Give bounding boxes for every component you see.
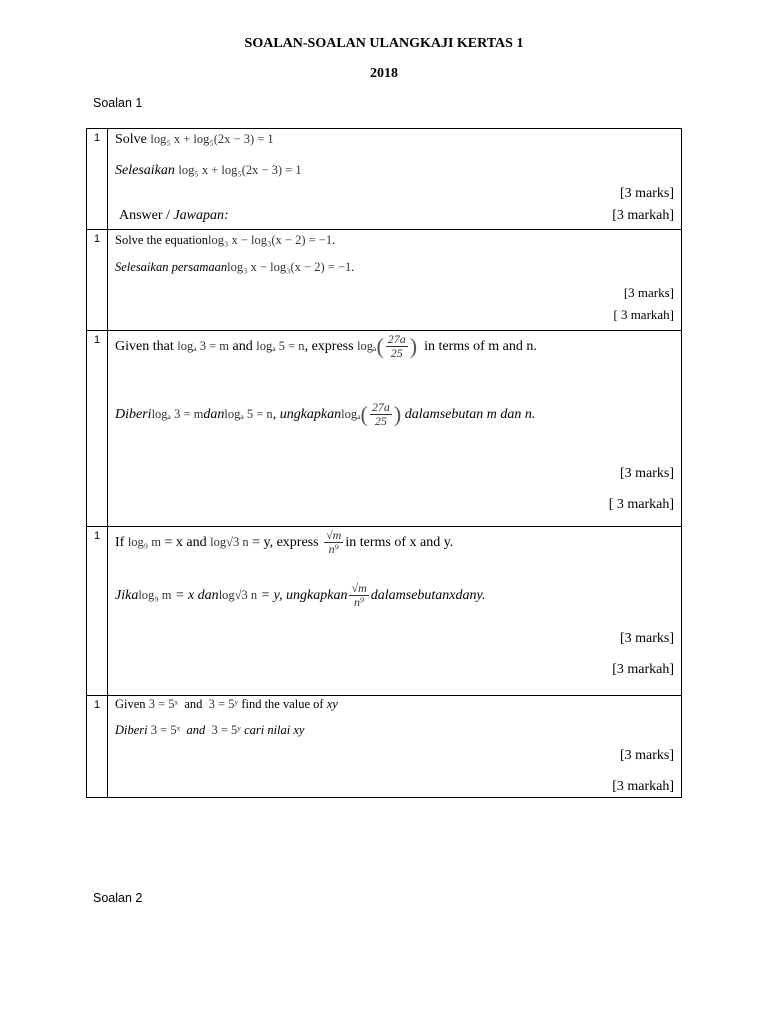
question-number: 1 bbox=[87, 230, 108, 331]
question-prefix: Given that bbox=[115, 338, 174, 354]
question-prefix: Selesaikan persamaan bbox=[115, 260, 228, 274]
question-line-ms: Diberilogₐ 3 = mdanlogₐ 5 = n, ungkapkanlogₐ( $\frac{27a}{25}$ ) dalamsebutan m dan n. bbox=[115, 400, 536, 429]
equation: 3 = 5ˣ bbox=[150, 723, 181, 737]
question-line-en: Given that logₐ 3 = m and logₐ 5 = n, express logₐ( $\frac{27a}{25}$ ) in terms of m and n. bbox=[115, 332, 537, 361]
question-line-en bbox=[115, 132, 274, 148]
equation: log√3 n bbox=[218, 587, 258, 602]
marks-en: [3 marks] bbox=[619, 748, 674, 763]
question-line-en: Given 3 = 5ˣ and 3 = 5ʸ find the value of xy bbox=[115, 697, 338, 711]
fraction: $\frac{√m}{\text{n⁹}}$ bbox=[351, 581, 367, 610]
section-label-soalan-1: Soalan 1 bbox=[93, 96, 143, 110]
question-prefix: Jika bbox=[115, 587, 139, 603]
equation: log₅ x + log₅(2x − 3) = 1 bbox=[150, 132, 274, 146]
question-prefix: Diberi bbox=[115, 723, 148, 737]
equation: 3 = 5ʸ bbox=[211, 723, 241, 737]
question-prefix: Diberi bbox=[115, 406, 152, 422]
question-line-en: If log₉ m = x and log√3 n = y, express $\frac{√m}{\text{n⁹}}$ in terms of x and y. bbox=[115, 528, 454, 557]
marks-en: [3 marks] bbox=[623, 285, 674, 300]
equation: logₐ bbox=[341, 406, 361, 421]
question-row bbox=[87, 696, 682, 798]
fraction: $\frac{27a}{25}$ bbox=[371, 400, 390, 429]
question-prefix: Solve the equation bbox=[115, 233, 209, 247]
equation: 3 = 5ˣ bbox=[148, 697, 179, 711]
marks-ms: [3 markah] bbox=[612, 779, 674, 794]
question-prefix: Given bbox=[115, 697, 146, 711]
section-label-soalan-2: Soalan 2 bbox=[93, 891, 143, 905]
equation: log₉ m bbox=[138, 587, 172, 602]
question-line-ms bbox=[115, 163, 302, 179]
question-prefix: Solve bbox=[115, 132, 147, 147]
equation: 3 = 5ʸ bbox=[208, 697, 239, 711]
marks-ms: [3 markah] bbox=[612, 208, 674, 223]
equation: log√3 n bbox=[210, 534, 249, 549]
question-line-ms: Selesaikan persamaanlog₃ x − log₃(x − 2) = −1. bbox=[115, 260, 355, 274]
question-body bbox=[108, 527, 682, 696]
fraction: $\frac{√m}{\text{n⁹}}$ bbox=[326, 528, 342, 557]
question-row bbox=[87, 527, 682, 696]
question-body bbox=[108, 331, 682, 527]
equation: log₃ x − log₃(x − 2) = −1 bbox=[208, 233, 333, 247]
question-row bbox=[87, 129, 682, 230]
equation: logₐ 3 = m bbox=[177, 338, 230, 353]
question-number: 1 bbox=[87, 696, 108, 798]
questions-table bbox=[86, 128, 682, 798]
question-number: 1 bbox=[87, 129, 108, 230]
question-row bbox=[87, 331, 682, 527]
question-number: 1 bbox=[87, 527, 108, 696]
document-title: SOALAN-SOALAN ULANGKAJI KERTAS 1 bbox=[244, 36, 524, 51]
question-line-ms: Jikalog₉ m = x danlog√3 n = y, ungkapkan $\frac{√m}{\text{n⁹}}$ dalamsebutanxdany. bbox=[115, 581, 486, 610]
question-body bbox=[108, 696, 682, 798]
question-line-ms: Diberi 3 = 5ˣ and 3 = 5ʸ cari nilai xy bbox=[115, 723, 305, 737]
question-line-en: Solve the equationlog₃ x − log₃(x − 2) = −1. bbox=[115, 233, 336, 247]
equation: logₐ 5 = n bbox=[256, 338, 305, 353]
question-number: 1 bbox=[87, 331, 108, 527]
fraction: $\frac{27a}{25}$ bbox=[387, 332, 406, 361]
equation: log₅ x + log₅(2x − 3) = 1 bbox=[178, 163, 302, 177]
equation: logₐ bbox=[357, 338, 377, 353]
marks-ms: [3 markah] bbox=[612, 662, 674, 677]
marks-en: [3 marks] bbox=[619, 186, 674, 201]
question-body bbox=[108, 129, 682, 230]
question-body bbox=[108, 230, 682, 331]
answer-label: Answer / Jawapan: bbox=[119, 208, 229, 223]
document-year: 2018 bbox=[370, 66, 398, 81]
equation: logₐ 3 = m bbox=[151, 406, 204, 421]
marks-ms: [ 3 markah] bbox=[608, 497, 674, 512]
marks-ms: [ 3 markah] bbox=[613, 307, 674, 322]
question-prefix: If bbox=[115, 534, 125, 550]
question-prefix: Selesaikan bbox=[115, 163, 175, 178]
equation: log₉ m bbox=[127, 534, 162, 549]
marks-en: [3 marks] bbox=[619, 631, 674, 646]
equation: log₃ x − log₃(x − 2) = −1 bbox=[227, 260, 352, 274]
question-row bbox=[87, 230, 682, 331]
equation: logₐ 5 = n bbox=[224, 406, 273, 421]
marks-en: [3 marks] bbox=[619, 466, 674, 481]
